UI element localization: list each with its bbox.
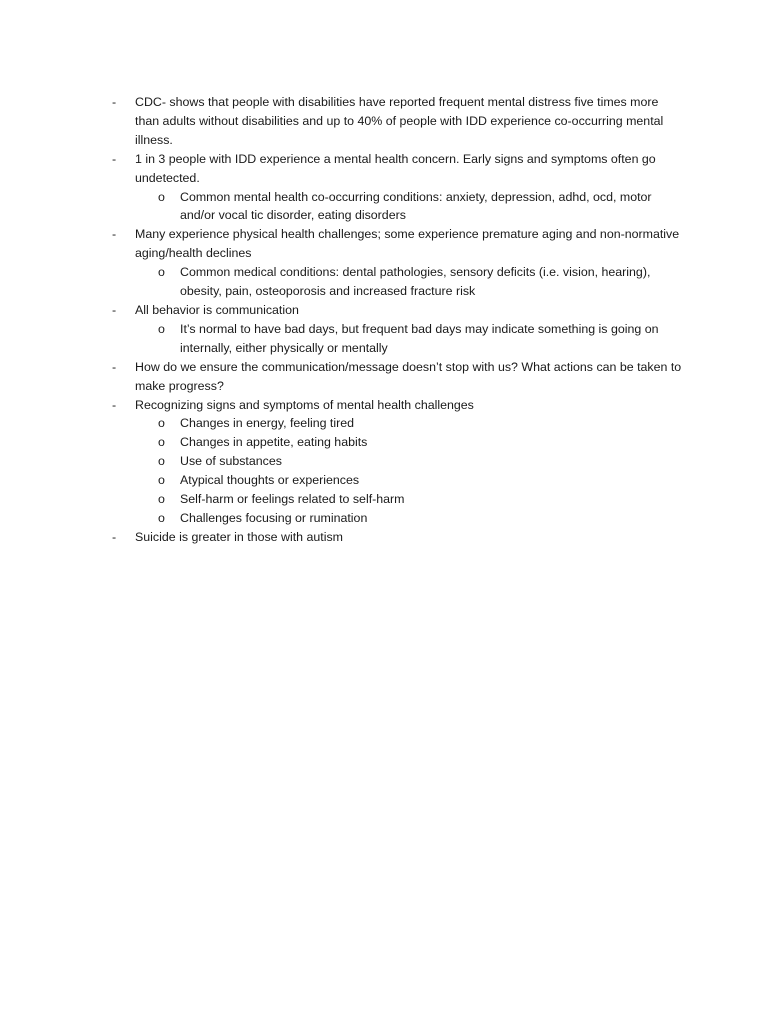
dash-bullet-icon: -: [112, 95, 117, 109]
circle-bullet-icon: o: [158, 492, 165, 507]
dash-bullet-icon: -: [112, 359, 117, 374]
circle-bullet-icon: o: [158, 321, 165, 336]
sub-list-item: [112, 509, 682, 528]
circle-bullet-icon: o: [158, 454, 165, 469]
circle-bullet-icon: o: [158, 265, 165, 280]
bullet-list: [112, 93, 682, 547]
sub-list-item: [112, 263, 682, 301]
sub-list-item: [112, 452, 682, 471]
sub-list-item: [112, 433, 682, 452]
sub-list-item-text: Changes in appetite, eating habits: [180, 435, 368, 450]
list-item: [112, 225, 682, 263]
sub-list-item-text: Challenges focusing or rumination: [180, 510, 368, 525]
list-item-text: CDC- shows that people with disabilities have reported frequent mental distress five times more than adults without disabilities and up to 40% of people with IDD experience co-occurring mental illness.: [135, 95, 664, 147]
circle-bullet-icon: o: [158, 473, 165, 488]
list-item: [112, 396, 682, 415]
sub-list-item-text: Self-harm or feelings related to self-harm: [180, 492, 405, 507]
list-item-text: How do we ensure the communication/message doesn’t stop with us? What actions can be taken to make progress?: [135, 359, 682, 393]
dash-bullet-icon: -: [112, 227, 117, 242]
sub-list-item-text: It’s normal to have bad days, but frequent bad days may indicate something is going on internally, either physically or mentally: [180, 321, 659, 355]
dash-bullet-icon: -: [112, 151, 117, 166]
sub-list-item: [112, 414, 682, 433]
list-item-text: 1 in 3 people with IDD experience a mental health concern. Early signs and symptoms often go undetected.: [135, 151, 656, 185]
list-item-text: Recognizing signs and symptoms of mental health challenges: [135, 397, 474, 412]
sub-list-item-text: Atypical thoughts or experiences: [180, 473, 360, 488]
list-item: [112, 528, 682, 547]
list-item: [112, 358, 682, 396]
circle-bullet-icon: o: [158, 435, 165, 450]
sub-list-item-text: Common medical conditions: dental pathologies, sensory deficits (i.e. vision, hearing), obesity, pain, osteoporosis and increased fracture risk: [180, 265, 651, 299]
list-item-text: Suicide is greater in those with autism: [135, 529, 343, 544]
sub-list-item: [112, 188, 682, 226]
sub-list-item-text: Changes in energy, feeling tired: [180, 416, 355, 431]
sub-list-item-text: Common mental health co-occurring conditions: anxiety, depression, adhd, ocd, motor and/or vocal tic disorder, eating disorders: [180, 189, 652, 223]
dash-bullet-icon: -: [112, 529, 117, 544]
sub-list-item: [112, 471, 682, 490]
list-item-text: All behavior is communication: [135, 302, 299, 317]
sub-list-item: [112, 490, 682, 509]
sub-list-item-text: Use of substances: [180, 454, 282, 469]
list-item: [112, 93, 682, 150]
list-item: [112, 301, 682, 320]
dash-bullet-icon: -: [112, 302, 117, 317]
circle-bullet-icon: o: [158, 416, 165, 431]
list-item: [112, 150, 682, 188]
sub-list-item: [112, 320, 682, 358]
circle-bullet-icon: o: [158, 510, 165, 525]
dash-bullet-icon: -: [112, 397, 117, 412]
list-item-text: Many experience physical health challenges; some experience premature aging and non-normative aging/health declines: [135, 227, 680, 261]
circle-bullet-icon: o: [158, 189, 165, 204]
